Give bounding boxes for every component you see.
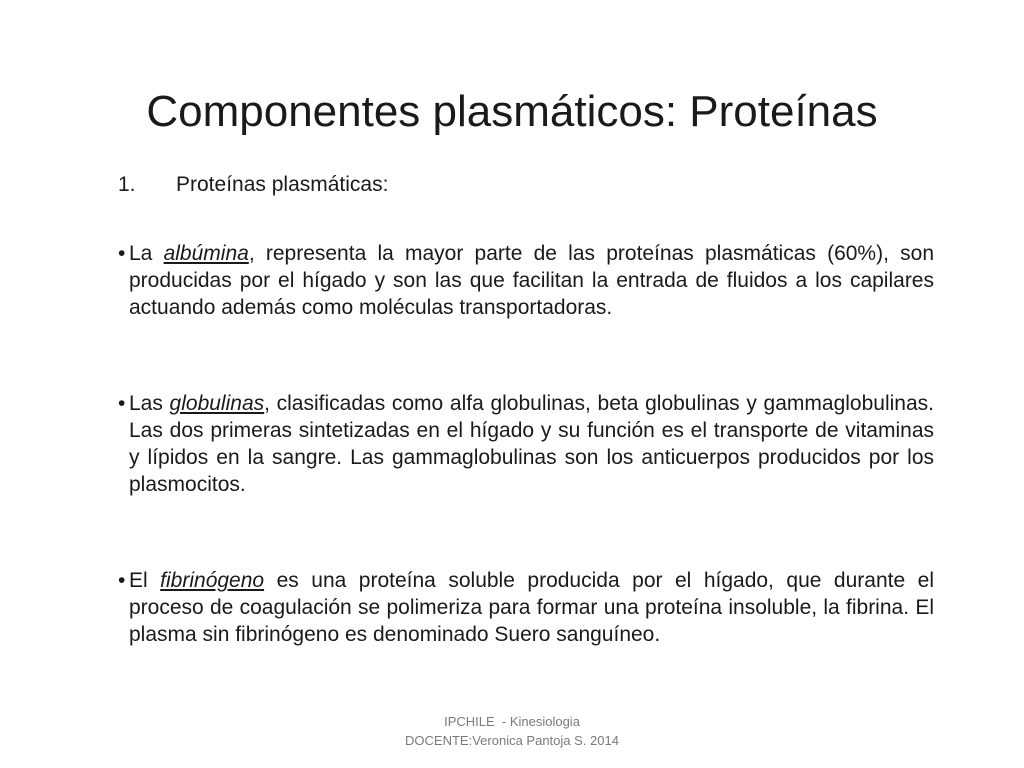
bullet-body: , clasificadas como alfa globulinas, beta globulinas y gammaglobulinas. Las dos primeras sintetizadas en el hígado y su función es el transporte de vitaminas y lípidos en la sangre. Las gammaglobulinas son los anticuerpos producidos por los plasmocitos. [129, 392, 934, 496]
bullet-marker: • [118, 569, 126, 592]
bullet-lead: Las [129, 392, 170, 415]
term-albumina: albúmina [163, 242, 249, 265]
bullet-marker: • [118, 392, 126, 415]
bullet-body: , representa la mayor parte de las proteínas plasmáticas (60%), son producidas por el hígado y son las que facilitan la entrada de fluidos a los capilares actuando además como moléculas transportadoras. [129, 242, 934, 319]
bullet-text [129, 567, 934, 648]
bullet-globulinas [118, 390, 934, 498]
bullet-lead: La [129, 242, 164, 265]
slide-footer [0, 712, 1024, 750]
footer-institution: IPCHILE - Kinesiologia [444, 714, 580, 729]
footer-teacher: DOCENTE:Veronica Pantoja S. 2014 [405, 733, 619, 748]
bullet-body: es una proteína soluble producida por el hígado, que durante el proceso de coagulación se polimeriza para formar una proteína insoluble, la fibrina. El plasma sin fibrinógeno es denominado Suero sanguíneo. [129, 569, 934, 646]
item-label: Proteínas plasmáticas: [176, 173, 389, 196]
bullet-text [129, 240, 934, 321]
bullet-fibrinogeno [118, 567, 934, 648]
bullet-lead: El [129, 569, 161, 592]
item-number: 1. [118, 173, 136, 196]
numbered-item [118, 171, 388, 199]
bullet-albumina [118, 240, 934, 321]
term-globulinas: globulinas [169, 392, 265, 415]
term-fibrinogeno: fibrinógeno [160, 569, 265, 592]
bullet-marker: • [118, 242, 126, 265]
slide-title: Componentes plasmáticos: Proteínas [146, 87, 878, 136]
bullet-text [129, 390, 934, 498]
